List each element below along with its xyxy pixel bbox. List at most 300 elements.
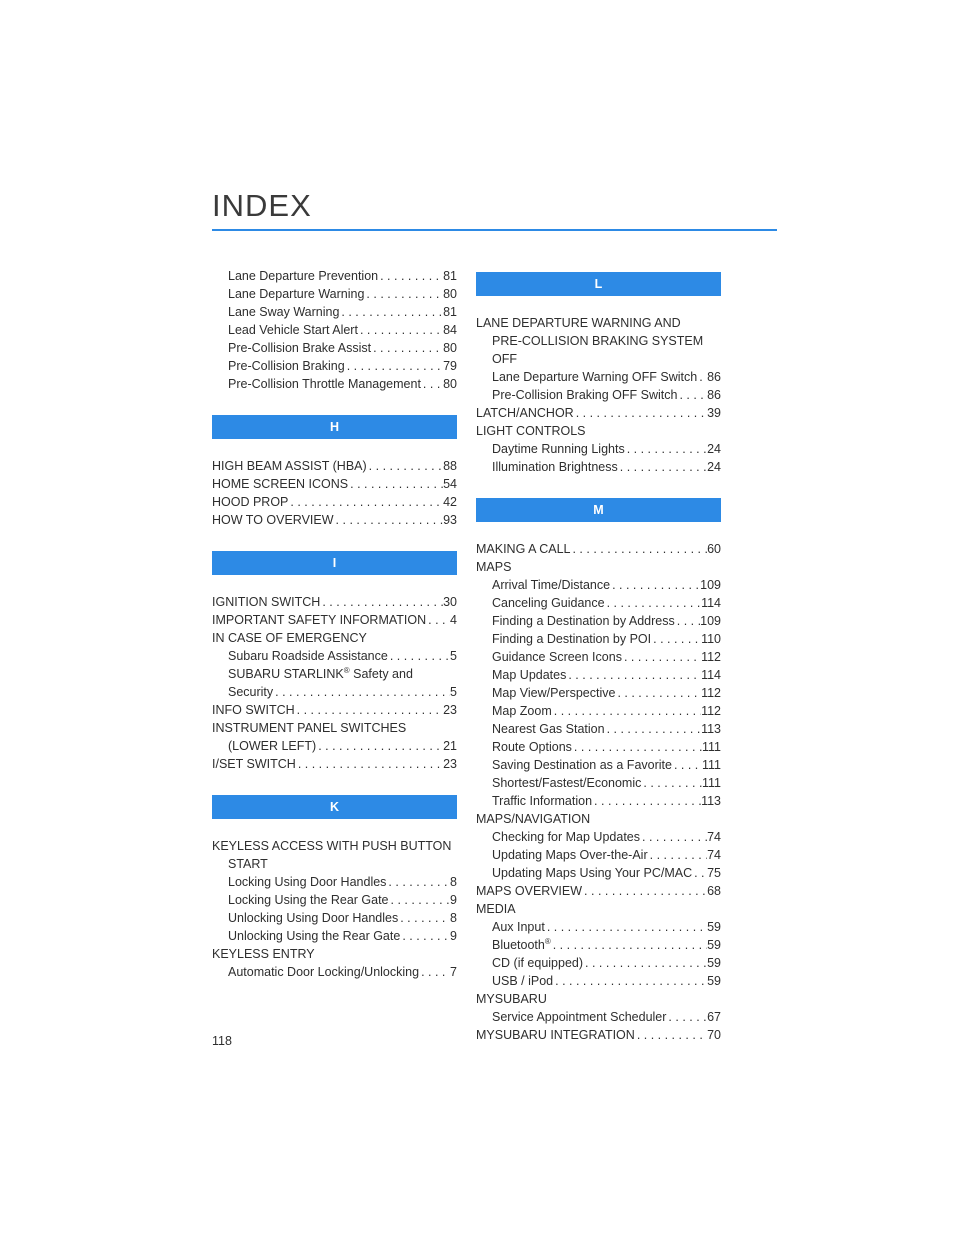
entry-text (492, 756, 672, 774)
dot-leader (552, 702, 701, 720)
entry-label: KEYLESS ENTRY (212, 947, 315, 961)
entry-label: CD (if equipped) (492, 956, 584, 970)
dot-leader (697, 368, 707, 386)
index-subentry (212, 891, 457, 909)
dot-leader (367, 457, 443, 475)
entry-label: Map Updates (492, 668, 567, 682)
page-title: INDEX (212, 188, 312, 223)
dot-leader (316, 737, 443, 755)
section-letter-i: I (212, 551, 457, 575)
entry-label: Pre-Collision Braking OFF Switch (492, 388, 678, 402)
entry-text (476, 540, 570, 558)
index-subentry (212, 737, 457, 755)
index-entry (212, 457, 457, 475)
index-subentry (476, 666, 721, 684)
page-reference: 70 (707, 1028, 721, 1042)
entry-label: Guidance Screen Icons (492, 650, 622, 664)
page-reference: 112 (701, 686, 721, 700)
page-reference: 74 (707, 848, 721, 862)
section-letter-h: H (212, 415, 457, 439)
page-reference: 23 (443, 703, 457, 717)
index-entry (212, 719, 457, 737)
index-subentry (212, 321, 457, 339)
index-subentry (476, 648, 721, 666)
entry-label: Map Zoom (492, 704, 552, 718)
index-subentry (476, 756, 721, 774)
entry-label: Lane Departure Warning (228, 287, 365, 301)
page-reference: 8 (450, 911, 457, 925)
entry-label: MAKING A CALL (476, 542, 571, 556)
entry-text (492, 440, 625, 458)
entry-label: IGNITION SWITCH (212, 595, 321, 609)
dot-leader (421, 375, 443, 393)
entry-label: Unlocking Using Door Handles (228, 911, 399, 925)
entry-label: HIGH BEAM ASSIST (HBA) (212, 459, 367, 473)
page-reference: 110 (701, 632, 721, 646)
entry-text (492, 936, 551, 954)
entry-label: LANE DEPARTURE WARNING AND (476, 316, 681, 330)
index-subentry (212, 357, 457, 375)
index-subentry (476, 972, 721, 990)
page-reference: 39 (707, 406, 721, 420)
entry-text (492, 774, 641, 792)
page-reference: 111 (701, 776, 721, 790)
dot-leader (651, 630, 701, 648)
entry-text (476, 990, 547, 1008)
index-column-left (212, 267, 457, 981)
registered-mark: ® (544, 936, 551, 946)
page-reference: 81 (443, 269, 457, 283)
index-subentry (476, 576, 721, 594)
index-entry (476, 540, 721, 558)
entry-text (212, 593, 320, 611)
entry-label: (LOWER LEFT) (228, 739, 317, 753)
index-subentry (476, 774, 721, 792)
index-subentry (212, 647, 457, 665)
index-entry-continuation (476, 350, 721, 368)
page-reference: 8 (450, 875, 457, 889)
entry-text (212, 511, 334, 529)
entry-label: IMPORTANT SAFETY INFORMATION (212, 613, 427, 627)
dot-leader (675, 612, 700, 630)
index-subentry (212, 375, 457, 393)
entry-label: MAPS/NAVIGATION (476, 812, 591, 826)
page-reference: 93 (443, 513, 457, 527)
section-letter-l: L (476, 272, 721, 296)
index-subentry (212, 267, 457, 285)
entry-text (228, 647, 388, 665)
dot-leader (574, 404, 707, 422)
page-reference: 109 (700, 614, 721, 628)
index-subentry (212, 339, 457, 357)
dot-leader (545, 918, 707, 936)
entry-label: Shortest/Fastest/Economic (492, 776, 642, 790)
dot-leader (618, 458, 707, 476)
page-reference: 5 (450, 649, 457, 663)
index-entry (212, 493, 457, 511)
entry-label: OFF (492, 352, 517, 366)
index-entry (476, 882, 721, 900)
entry-label: Route Options (492, 740, 572, 754)
index-subentry (476, 368, 721, 386)
index-subentry (212, 303, 457, 321)
dot-leader (388, 647, 450, 665)
dot-leader (572, 738, 702, 756)
entry-label: MYSUBARU INTEGRATION (476, 1028, 635, 1042)
page-reference: 74 (707, 830, 721, 844)
dot-leader (348, 475, 443, 493)
entry-text (228, 927, 400, 945)
index-subentry (476, 720, 721, 738)
entry-text (492, 666, 566, 684)
entry-label: Finding a Destination by POI (492, 632, 652, 646)
index-subentry (476, 954, 721, 972)
entry-text (228, 303, 339, 321)
page-reference: 5 (450, 685, 457, 699)
index-entry (476, 990, 721, 1008)
entry-label: START (228, 857, 268, 871)
index-subentry (476, 918, 721, 936)
entry-label: Updating Maps Over-the-Air (492, 848, 648, 862)
entry-label: SUBARU STARLINK (228, 667, 344, 681)
page-reference: 81 (443, 305, 457, 319)
index-entry-continuation (212, 855, 457, 873)
entry-label: Lane Departure Prevention (228, 269, 379, 283)
entry-text (212, 701, 295, 719)
dot-leader (320, 593, 443, 611)
dot-leader (551, 936, 707, 954)
entry-text (228, 891, 389, 909)
entry-text (212, 611, 426, 629)
dot-leader (398, 909, 450, 927)
page-reference: 59 (707, 956, 721, 970)
index-entry (212, 511, 457, 529)
entry-text (212, 629, 367, 647)
page-reference: 111 (701, 758, 721, 772)
page-reference: 86 (707, 388, 721, 402)
page-reference: 24 (707, 460, 721, 474)
dot-leader (371, 339, 443, 357)
index-subentry (212, 927, 457, 945)
entry-label: KEYLESS ACCESS WITH PUSH BUTTON (212, 839, 452, 853)
entry-text (476, 882, 582, 900)
entry-text (492, 386, 677, 404)
page-reference: 113 (701, 794, 721, 808)
index-entry (212, 611, 457, 629)
entry-text (492, 792, 592, 810)
entry-label: Finding a Destination by Address (492, 614, 675, 628)
entry-label: USB / iPod (492, 974, 554, 988)
dot-leader (592, 792, 701, 810)
page-reference: 30 (443, 595, 457, 609)
page-reference: 112 (701, 650, 721, 664)
dot-leader (648, 846, 707, 864)
dot-leader (692, 864, 707, 882)
section-letter-m: M (476, 498, 721, 522)
entry-text (228, 339, 371, 357)
dot-leader (553, 972, 707, 990)
entry-label: LATCH/ANCHOR (476, 406, 574, 420)
page-reference: 111 (701, 740, 721, 754)
entry-label: I/SET SWITCH (212, 757, 296, 771)
dot-leader (605, 720, 702, 738)
index-subentry (476, 828, 721, 846)
page-reference: 80 (443, 377, 457, 391)
entry-label: Pre-Collision Throttle Management (228, 377, 421, 391)
entry-label: HOME SCREEN ICONS (212, 477, 349, 491)
entry-text (492, 918, 545, 936)
entry-label: Nearest Gas Station (492, 722, 605, 736)
entry-text (492, 594, 605, 612)
entry-label: Pre-Collision Braking (228, 359, 345, 373)
page-reference: 42 (443, 495, 457, 509)
entry-text (492, 972, 553, 990)
entry-text (492, 458, 618, 476)
entry-text (212, 457, 367, 475)
page-reference: 84 (443, 323, 457, 337)
dot-leader (625, 440, 707, 458)
entry-label: Map View/Perspective (492, 686, 616, 700)
entry-label: Security (228, 685, 274, 699)
entry-text (212, 493, 288, 511)
dot-leader (364, 285, 443, 303)
entry-text (476, 1026, 635, 1044)
page-reference: 79 (443, 359, 457, 373)
index-subentry (476, 702, 721, 720)
index-subentry (476, 936, 721, 954)
index-entry-continuation (212, 665, 457, 683)
index-subentry (476, 864, 721, 882)
entry-label: HOOD PROP (212, 495, 289, 509)
dot-leader (605, 594, 701, 612)
dot-leader (677, 386, 707, 404)
page-reference: 60 (707, 542, 721, 556)
dot-leader (640, 828, 707, 846)
page-reference: 75 (707, 866, 721, 880)
entry-label-suffix: Safety and (349, 667, 413, 681)
dot-leader (672, 756, 702, 774)
page-reference: 88 (443, 459, 457, 473)
entry-text (228, 683, 273, 701)
entry-text (212, 755, 296, 773)
entry-text (228, 737, 316, 755)
entry-text (228, 855, 268, 873)
entry-label: Lane Sway Warning (228, 305, 340, 319)
dot-leader (622, 648, 701, 666)
entry-label: MYSUBARU (476, 992, 547, 1006)
dot-leader (419, 963, 450, 981)
index-subentry (476, 440, 721, 458)
entry-text (492, 864, 692, 882)
entry-text (476, 900, 516, 918)
entry-label: Locking Using Door Handles (228, 875, 387, 889)
page-reference: 114 (701, 596, 721, 610)
entry-text (476, 404, 574, 422)
index-subentry (476, 630, 721, 648)
entry-text (476, 422, 586, 440)
index-subentry (212, 683, 457, 701)
entry-label: PRE-COLLISION BRAKING SYSTEM (492, 334, 704, 348)
entry-text (212, 945, 315, 963)
page-reference: 67 (707, 1010, 721, 1024)
entry-label: Automatic Door Locking/Unlocking (228, 965, 420, 979)
entry-text (228, 909, 398, 927)
index-entry (212, 475, 457, 493)
index-subentry (212, 285, 457, 303)
dot-leader (339, 303, 443, 321)
entry-label: Subaru Roadside Assistance (228, 649, 388, 663)
page-reference: 9 (450, 893, 457, 907)
entry-text (492, 684, 615, 702)
page-reference: 80 (443, 341, 457, 355)
dot-leader (582, 882, 707, 900)
entry-label: Daytime Running Lights (492, 442, 625, 456)
dot-leader (666, 1008, 707, 1026)
page-reference: 59 (707, 974, 721, 988)
dot-leader (426, 611, 450, 629)
page-reference: 4 (450, 613, 457, 627)
page-reference: 113 (701, 722, 721, 736)
index-subentry (476, 684, 721, 702)
dot-leader (273, 683, 450, 701)
entry-label: Illumination Brightness (492, 460, 618, 474)
page-reference: 59 (707, 938, 721, 952)
entry-text (492, 332, 703, 350)
entry-text (492, 368, 697, 386)
entry-text (212, 475, 348, 493)
page-reference: 24 (707, 442, 721, 456)
entry-label: MAPS OVERVIEW (476, 884, 583, 898)
entry-label: MEDIA (476, 902, 516, 916)
index-entry (476, 558, 721, 576)
entry-text (492, 738, 572, 756)
entry-text (228, 267, 378, 285)
dot-leader (610, 576, 700, 594)
index-entry (476, 314, 721, 332)
dot-leader (641, 774, 702, 792)
dot-leader (296, 755, 443, 773)
index-column-right (476, 267, 721, 1044)
entry-label: IN CASE OF EMERGENCY (212, 631, 367, 645)
entry-text (228, 285, 364, 303)
page-reference: 86 (707, 370, 721, 384)
entry-text (228, 963, 419, 981)
page-reference: 68 (707, 884, 721, 898)
entry-text (492, 720, 605, 738)
entry-text (492, 630, 651, 648)
entry-text (212, 719, 406, 737)
page-reference: 23 (443, 757, 457, 771)
entry-label: Pre-Collision Brake Assist (228, 341, 372, 355)
index-subentry (212, 909, 457, 927)
index-subentry (476, 738, 721, 756)
entry-label: Lead Vehicle Start Alert (228, 323, 358, 337)
dot-leader (386, 873, 450, 891)
index-entry (476, 810, 721, 828)
index-entry (212, 837, 457, 855)
entry-text (492, 350, 517, 368)
dot-leader (288, 493, 443, 511)
entry-label: LIGHT CONTROLS (476, 424, 586, 438)
entry-text (476, 314, 681, 332)
index-entry-continuation (476, 332, 721, 350)
page-reference: 54 (443, 477, 457, 491)
index-entry (212, 755, 457, 773)
dot-leader (378, 267, 443, 285)
entry-label: Unlocking Using the Rear Gate (228, 929, 401, 943)
entry-text (492, 954, 583, 972)
entry-text (228, 357, 345, 375)
section-letter-k: K (212, 795, 457, 819)
index-entry (212, 593, 457, 611)
entry-label: Saving Destination as a Favorite (492, 758, 672, 772)
index-subentry (476, 594, 721, 612)
entry-label: HOW TO OVERVIEW (212, 513, 334, 527)
entry-label: Locking Using the Rear Gate (228, 893, 389, 907)
page-reference: 9 (450, 929, 457, 943)
entry-text (212, 837, 451, 855)
entry-label: Checking for Map Updates (492, 830, 640, 844)
index-entry (476, 900, 721, 918)
entry-text (228, 665, 413, 683)
index-subentry (476, 846, 721, 864)
dot-leader (358, 321, 443, 339)
dot-leader (570, 540, 707, 558)
index-entry (212, 629, 457, 647)
index-subentry (476, 612, 721, 630)
dot-leader (566, 666, 701, 684)
dot-leader (400, 927, 450, 945)
entry-text (228, 873, 386, 891)
dot-leader (334, 511, 444, 529)
entry-text (492, 702, 552, 720)
page-reference: 109 (700, 578, 721, 592)
entry-label: Aux Input (492, 920, 545, 934)
entry-text (228, 321, 358, 339)
index-entry (476, 422, 721, 440)
entry-label: INFO SWITCH (212, 703, 295, 717)
entry-text (492, 648, 622, 666)
index-subentry (476, 386, 721, 404)
page-reference: 7 (450, 965, 457, 979)
entry-label: INSTRUMENT PANEL SWITCHES (212, 721, 407, 735)
page-number: 118 (212, 1034, 232, 1048)
entry-label: MAPS (476, 560, 512, 574)
entry-label: Traffic Information (492, 794, 593, 808)
entry-text (492, 576, 610, 594)
page-reference: 59 (707, 920, 721, 934)
entry-label: Service Appointment Scheduler (492, 1010, 667, 1024)
index-subentry (476, 792, 721, 810)
page-reference: 114 (701, 668, 721, 682)
index-entry (212, 701, 457, 719)
entry-label: Updating Maps Using Your PC/MAC (492, 866, 693, 880)
entry-label: Bluetooth (492, 938, 545, 952)
entry-text (492, 846, 648, 864)
page-reference: 112 (701, 704, 721, 718)
entry-label: Canceling Guidance (492, 596, 605, 610)
entry-label: Lane Departure Warning OFF Switch (492, 370, 698, 384)
dot-leader (295, 701, 443, 719)
dot-leader (389, 891, 451, 909)
entry-label: Arrival Time/Distance (492, 578, 611, 592)
index-entry (476, 1026, 721, 1044)
dot-leader (583, 954, 707, 972)
entry-text (476, 558, 511, 576)
index-subentry (212, 873, 457, 891)
dot-leader (635, 1026, 707, 1044)
entry-text (492, 828, 640, 846)
